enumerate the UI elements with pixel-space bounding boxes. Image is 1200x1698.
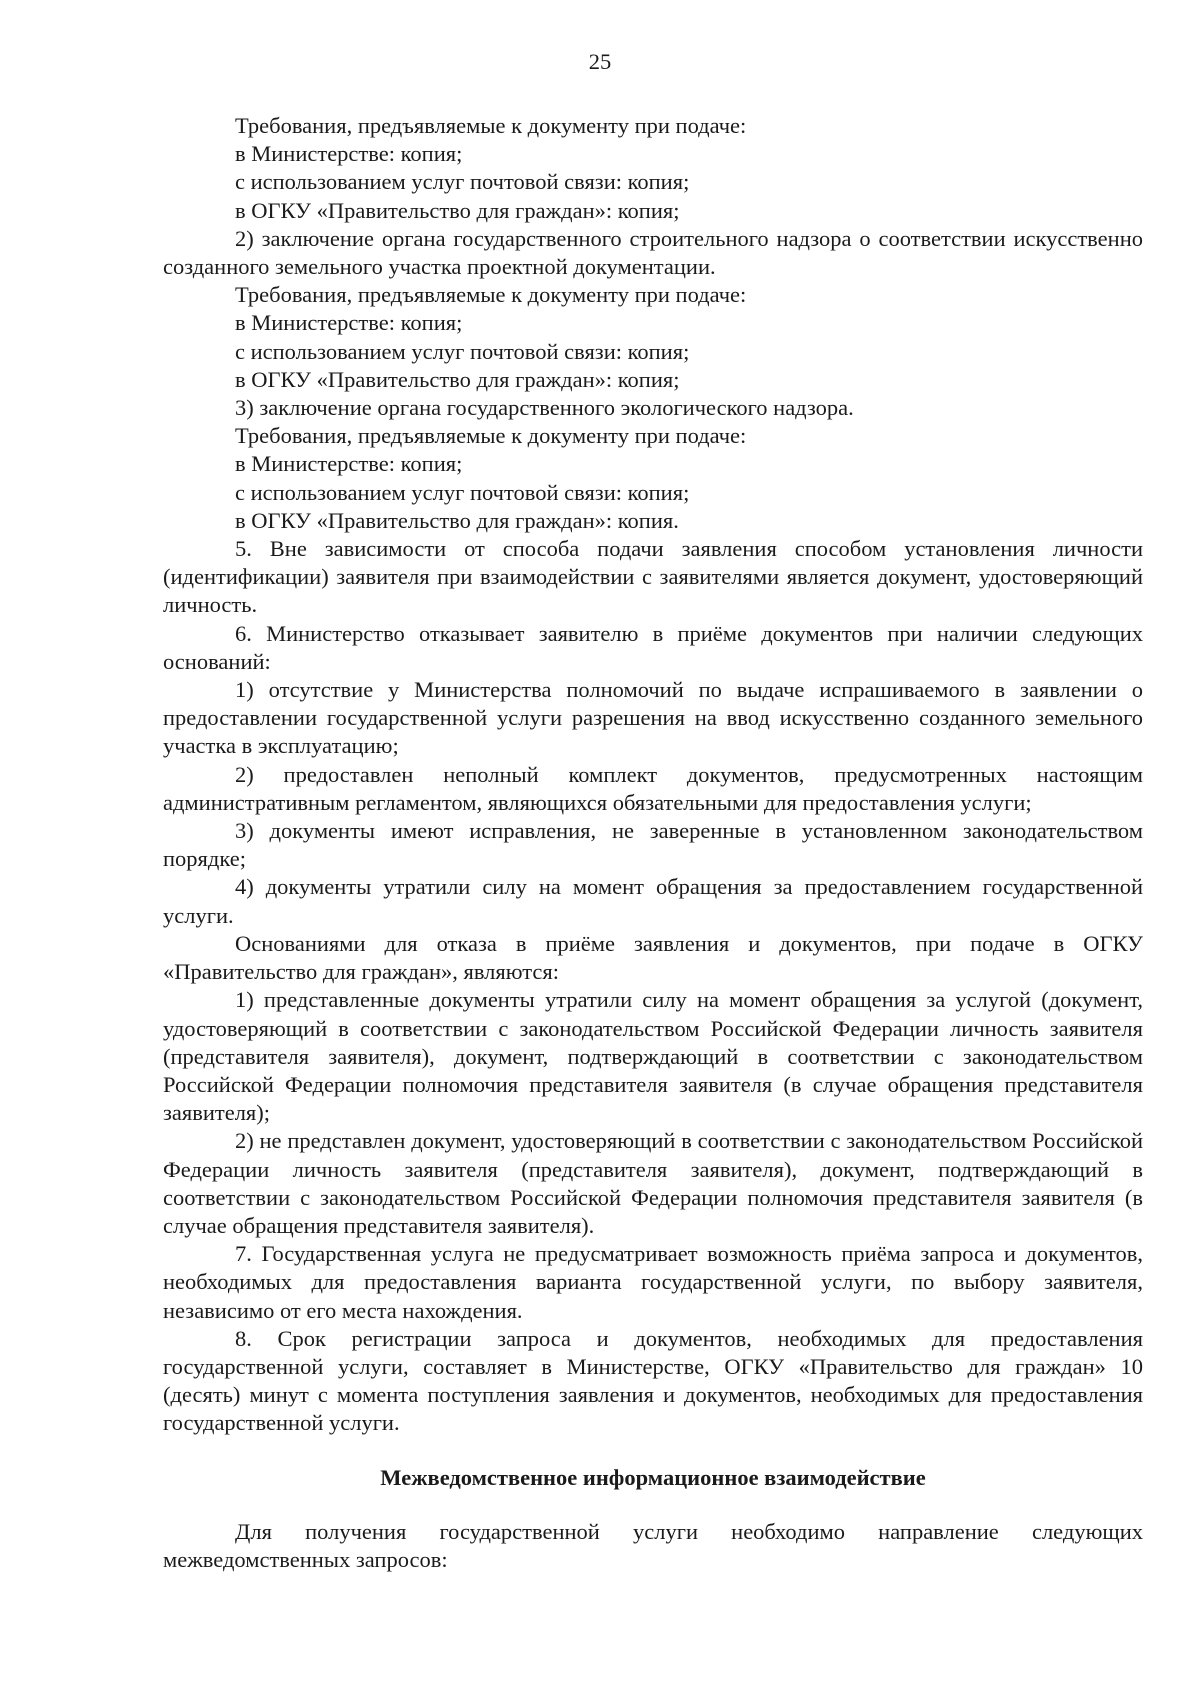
paragraph: в ОГКУ «Правительство для граждан»: копия; — [235, 366, 680, 392]
paragraph: в ОГКУ «Правительство для граждан»: копия. — [235, 507, 679, 533]
paragraph: в Министерстве: копия; — [235, 310, 463, 336]
paragraph: 4) документы утратили силу на момент обращения за предоставлением государственной услуги. — [163, 874, 1143, 928]
paragraph: 6. Министерство отказывает заявителю в приёме документов при наличии следующих оснований: — [163, 620, 1143, 674]
paragraph: Требования, предъявляемые к документу при подаче: — [235, 423, 747, 449]
paragraph: 1) отсутствие у Министерства полномочий по выдаче испрашиваемого в заявлении о предоставлении государственной услуги разрешения на ввод искусственно созданного земельного участка в эксплуатацию; — [163, 677, 1143, 759]
paragraph: 5. Вне зависимости от способа подачи заявления способом установления личности (идентификации) заявителя при взаимодействии с заявителями является документ, удостоверяющий личность. — [163, 536, 1143, 618]
page-number: 25 — [588, 49, 612, 74]
document-body — [163, 112, 1143, 1574]
paragraph: 2) предоставлен неполный комплект документов, предусмотренных настоящим административным регламентом, являющихся обязательными для предоставления услуги; — [163, 761, 1143, 815]
paragraph: Для получения государственной услуги необходимо направление следующих межведомственных запросов: — [163, 1518, 1143, 1572]
paragraph: с использованием услуг почтовой связи: копия; — [235, 479, 690, 505]
paragraph: в Министерстве: копия; — [235, 451, 463, 477]
paragraph: с использованием услуг почтовой связи: копия; — [235, 169, 690, 195]
paragraph: с использованием услуг почтовой связи: копия; — [235, 338, 690, 364]
paragraph: 8. Срок регистрации запроса и документов, необходимых для предоставления государственной услуги, составляет в Министерстве, ОГКУ «Правительство для граждан» 10 (десять) минут с момента поступления заявления и документов, необходимых для предоставления государственной услуги. — [163, 1325, 1143, 1436]
section-heading: Межведомственное информационное взаимодействие — [380, 1464, 926, 1490]
paragraph: 2) заключение органа государственного строительного надзора о соответствии искусственно созданного земельного участка проектной документации. — [163, 225, 1143, 280]
paragraph: 2) не представлен документ, удостоверяющий в соответствии с законодательством Российской Федерации личность заявителя (представителя заявителя), документ, подтверждающий в соответствии с законодательством Российской Федерации полномочия представителя заявителя (в случае обращения представителя заявителя). — [163, 1128, 1143, 1238]
paragraph: 3) документы имеют исправления, не заверенные в установленном законодательством порядке; — [163, 818, 1143, 872]
paragraph: 7. Государственная услуга не предусматривает возможность приёма запроса и документов, необходимых для предоставления варианта государственной услуги, по выбору заявителя, независимо от его места нахождения. — [163, 1241, 1143, 1323]
paragraph: в ОГКУ «Правительство для граждан»: копия; — [235, 197, 680, 223]
paragraph: 3) заключение органа государственного экологического надзора. — [235, 395, 854, 421]
paragraph: Требования, предъявляемые к документу при подаче: — [235, 113, 747, 138]
paragraph: 1) представленные документы утратили силу на момент обращения за услугой (документ, удостоверяющий в соответствии с законодательством Российской Федерации личность заявителя (представителя заявителя), документ, подтверждающий в соответствии с законодательством Российской Федерации полномочия представителя заявителя (в случае обращения представителя заявителя); — [163, 987, 1143, 1126]
paragraph: Требования, предъявляемые к документу при подаче: — [235, 282, 747, 308]
paragraph: Основаниями для отказа в приёме заявления и документов, при подаче в ОГКУ «Правительство для граждан», являются: — [163, 930, 1143, 985]
paragraph: в Министерстве: копия; — [235, 141, 463, 167]
